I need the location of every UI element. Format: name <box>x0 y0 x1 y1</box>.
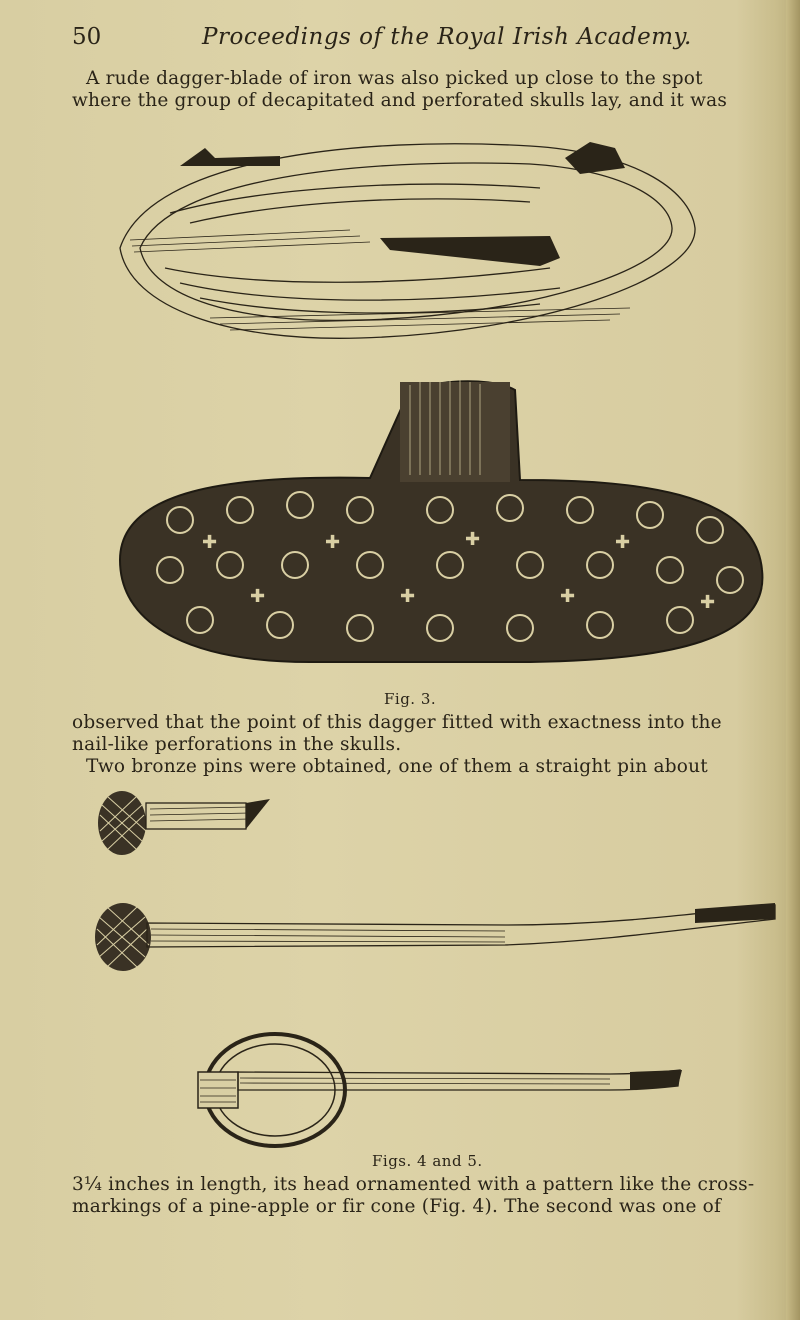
figure-3-blade-top <box>110 118 710 348</box>
figure-5-ring-pin <box>190 1010 690 1150</box>
svg-text:✚: ✚ <box>700 592 716 613</box>
svg-text:✚: ✚ <box>560 586 576 607</box>
svg-text:✚: ✚ <box>202 532 218 553</box>
running-title: Proceedings of the Royal Irish Academy. <box>202 24 692 50</box>
paragraph-top <box>72 68 784 112</box>
text-line: Two bronze pins were obtained, one of them a straight pin about <box>86 756 708 777</box>
figure-3-caption: Fig. 3. <box>384 690 437 708</box>
figure-4-pin-head <box>90 785 280 865</box>
text-line: observed that the point of this dagger fitted with exactness into the <box>72 712 722 733</box>
svg-text:✚: ✚ <box>325 532 341 553</box>
figures-4-5-caption: Figs. 4 and 5. <box>372 1152 483 1170</box>
figure-3-ornament <box>110 370 770 690</box>
figure-4-straight-pin <box>85 895 785 985</box>
svg-text:✚: ✚ <box>465 529 481 550</box>
text-line: A rude dagger-blade of iron was also picked up close to the spot <box>86 68 703 89</box>
paragraph-middle <box>72 712 784 778</box>
text-line: 3¼ inches in length, its head ornamented with a pattern like the cross- <box>72 1174 755 1195</box>
text-line: markings of a pine-apple or fir cone (Fig. 4). The second was one of <box>72 1196 722 1217</box>
svg-text:✚: ✚ <box>250 586 266 607</box>
svg-text:✚: ✚ <box>615 532 631 553</box>
text-line: nail-like perforations in the skulls. <box>72 734 402 755</box>
text-line: where the group of decapitated and perforated skulls lay, and it was <box>72 90 728 111</box>
paragraph-bottom <box>72 1174 784 1218</box>
svg-text:✚: ✚ <box>400 586 416 607</box>
page-header <box>72 24 772 54</box>
page-number: 50 <box>72 24 102 50</box>
page-edge-shadow <box>786 0 800 1320</box>
